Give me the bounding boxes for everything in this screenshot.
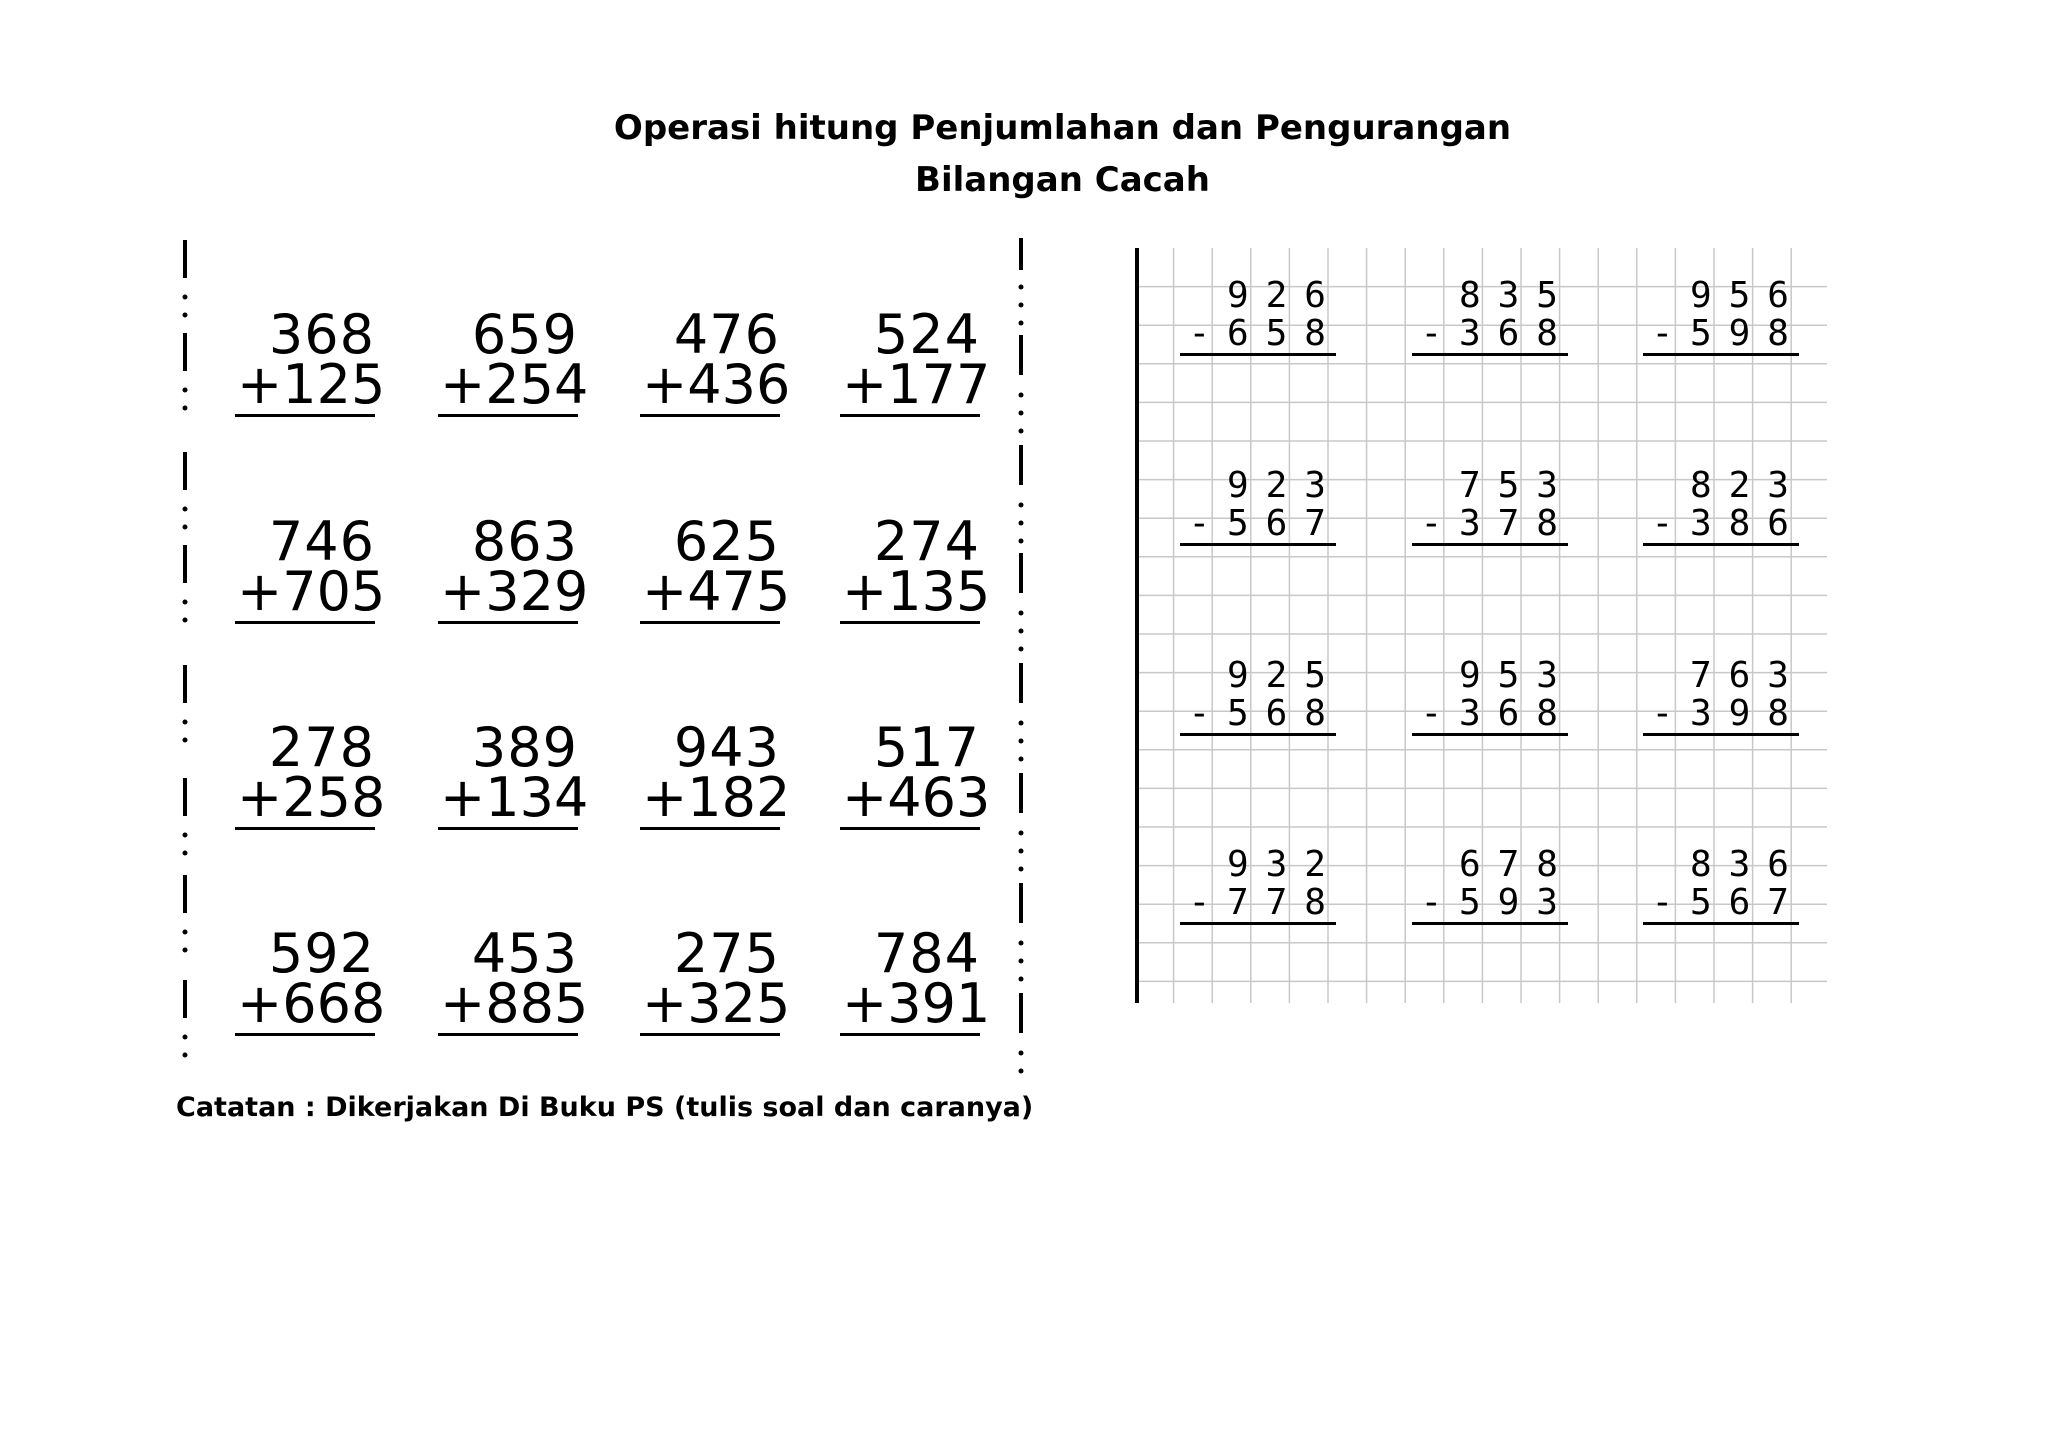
empty-cell <box>1412 657 1451 695</box>
addend-bottom: 135 <box>887 560 991 623</box>
minuend-digit: 9 <box>1690 275 1712 316</box>
subtrahend-digit: 5 <box>1227 693 1249 734</box>
subtrahend-digit: 7 <box>1304 503 1326 544</box>
minus-sign: - <box>1651 503 1674 544</box>
addition-problem <box>235 303 386 417</box>
subtrahend-digit: 7 <box>1265 882 1288 923</box>
right-dashed-border <box>1016 235 1026 1080</box>
addition-problem <box>438 303 589 417</box>
minuend-digit: 9 <box>1227 465 1249 506</box>
minuend-digit: 2 <box>1265 655 1288 696</box>
subtrahend-digit: 8 <box>1304 693 1326 734</box>
empty-cell <box>1643 846 1682 884</box>
addend-top: 524 <box>873 303 980 366</box>
plus-sign: + <box>440 766 486 829</box>
minuend-digit: 6 <box>1304 275 1326 316</box>
minuend-digit: 6 <box>1459 844 1481 885</box>
subtraction-problem <box>1412 277 1568 356</box>
minus-sign: - <box>1420 503 1443 544</box>
minuend-digit: 8 <box>1690 465 1712 506</box>
plus-sign: + <box>642 353 688 416</box>
subtrahend-digit: 6 <box>1497 313 1520 354</box>
subtraction-problem <box>1412 657 1568 736</box>
subtraction-problem <box>1180 467 1336 546</box>
minuend-digit: 2 <box>1265 465 1288 506</box>
plus-sign: + <box>842 972 888 1035</box>
addend-top: 274 <box>873 510 980 573</box>
subtrahend-digit: 3 <box>1459 313 1481 354</box>
minuend-digit: 8 <box>1536 844 1558 885</box>
subtrahend-digit: 6 <box>1497 693 1520 734</box>
addend-top: 278 <box>268 716 375 779</box>
addition-problem <box>840 510 991 624</box>
minuend-digit: 7 <box>1459 465 1481 506</box>
addend-bottom: 325 <box>687 972 791 1035</box>
addend-bottom: 705 <box>282 560 386 623</box>
plus-sign: + <box>237 766 283 829</box>
addend-bottom: 134 <box>485 766 589 829</box>
addend-bottom: 885 <box>485 972 589 1035</box>
addend-bottom: 668 <box>282 972 386 1035</box>
addition-problem <box>235 922 386 1036</box>
minuend-digit: 5 <box>1304 655 1326 696</box>
minus-sign: - <box>1188 882 1211 923</box>
addition-problem <box>438 922 589 1036</box>
subtrahend-digit: 8 <box>1728 503 1751 544</box>
subtrahend-digit: 3 <box>1459 693 1481 734</box>
addition-problem <box>438 716 589 830</box>
subtrahend-digit: 7 <box>1767 882 1789 923</box>
empty-cell <box>1180 657 1219 695</box>
left-dashed-border <box>180 235 190 1080</box>
minuend-digit: 9 <box>1227 275 1249 316</box>
addend-bottom: 125 <box>282 353 386 416</box>
minus-sign: - <box>1420 882 1443 923</box>
minus-sign: - <box>1188 503 1211 544</box>
addend-top: 368 <box>268 303 375 366</box>
grid-margin-line <box>1135 248 1139 1003</box>
subtrahend-digit: 7 <box>1227 882 1249 923</box>
addend-top: 453 <box>471 922 578 985</box>
addition-problem <box>640 716 791 830</box>
addend-top: 389 <box>471 716 578 779</box>
minuend-digit: 3 <box>1767 655 1789 696</box>
empty-cell <box>1643 467 1682 505</box>
empty-cell <box>1643 657 1682 695</box>
addend-bottom: 329 <box>485 560 589 623</box>
minuend-digit: 5 <box>1728 275 1751 316</box>
subtrahend-digit: 8 <box>1536 503 1558 544</box>
subtraction-problem <box>1180 846 1336 925</box>
subtrahend-digit: 5 <box>1690 882 1712 923</box>
empty-cell <box>1412 277 1451 315</box>
addition-problem <box>840 716 991 830</box>
subtrahend-digit: 8 <box>1536 693 1558 734</box>
subtrahend-digit: 8 <box>1767 693 1789 734</box>
minus-sign: - <box>1651 882 1674 923</box>
subtrahend-digit: 8 <box>1304 313 1326 354</box>
plus-sign: + <box>642 766 688 829</box>
minuend-digit: 9 <box>1227 655 1249 696</box>
subtraction-problem <box>1643 657 1799 736</box>
minus-sign: - <box>1420 693 1443 734</box>
worksheet-title: Operasi hitung Penjumlahan dan Pengurangan <box>613 108 1512 148</box>
minuend-digit: 9 <box>1227 844 1249 885</box>
subtrahend-digit: 6 <box>1265 503 1288 544</box>
subtrahend-digit: 8 <box>1767 313 1789 354</box>
subtraction-grid-panel <box>1135 248 1827 1003</box>
minuend-digit: 5 <box>1497 655 1520 696</box>
minuend-digit: 8 <box>1459 275 1481 316</box>
subtrahend-digit: 9 <box>1728 313 1751 354</box>
minuend-digit: 5 <box>1536 275 1558 316</box>
addend-top: 517 <box>873 716 980 779</box>
subtrahend-digit: 8 <box>1536 313 1558 354</box>
subtraction-problem <box>1180 277 1336 356</box>
addend-bottom: 436 <box>687 353 791 416</box>
plus-sign: + <box>440 972 486 1035</box>
plus-sign: + <box>842 766 888 829</box>
minuend-digit: 2 <box>1728 465 1751 506</box>
subtraction-problem <box>1180 657 1336 736</box>
subtraction-problem <box>1643 846 1799 925</box>
empty-cell <box>1180 846 1219 884</box>
subtrahend-digit: 6 <box>1227 313 1249 354</box>
addend-top: 784 <box>873 922 980 985</box>
worksheet-subtitle: Bilangan Cacah <box>915 160 1210 200</box>
minuend-digit: 2 <box>1304 844 1326 885</box>
minus-sign: - <box>1188 313 1211 354</box>
addition-problem <box>438 510 589 624</box>
subtraction-problem <box>1412 846 1568 925</box>
addend-top: 863 <box>471 510 578 573</box>
subtrahend-digit: 3 <box>1690 503 1712 544</box>
addend-bottom: 182 <box>687 766 791 829</box>
addition-problem <box>235 716 386 830</box>
addition-problem <box>640 922 791 1036</box>
minuend-digit: 8 <box>1690 844 1712 885</box>
subtrahend-digit: 6 <box>1767 503 1789 544</box>
addition-problem <box>640 510 791 624</box>
minuend-digit: 3 <box>1265 844 1288 885</box>
minuend-digit: 3 <box>1536 655 1558 696</box>
addend-bottom: 258 <box>282 766 386 829</box>
subtraction-problem <box>1643 467 1799 546</box>
subtrahend-digit: 3 <box>1459 503 1481 544</box>
subtrahend-digit: 6 <box>1265 693 1288 734</box>
minuend-digit: 3 <box>1767 465 1789 506</box>
plus-sign: + <box>642 560 688 623</box>
plus-sign: + <box>440 353 486 416</box>
plus-sign: + <box>842 560 888 623</box>
subtrahend-digit: 3 <box>1690 693 1712 734</box>
subtraction-problem <box>1412 467 1568 546</box>
minuend-digit: 5 <box>1497 465 1520 506</box>
plus-sign: + <box>642 972 688 1035</box>
addition-problem <box>840 922 991 1036</box>
minuend-digit: 9 <box>1459 655 1481 696</box>
minus-sign: - <box>1420 313 1443 354</box>
minuend-digit: 3 <box>1497 275 1520 316</box>
subtrahend-digit: 6 <box>1728 882 1751 923</box>
addend-top: 625 <box>673 510 780 573</box>
addend-top: 592 <box>268 922 375 985</box>
minus-sign: - <box>1188 693 1211 734</box>
minus-sign: - <box>1651 313 1674 354</box>
plus-sign: + <box>237 560 283 623</box>
plus-sign: + <box>440 560 486 623</box>
minuend-digit: 7 <box>1690 655 1712 696</box>
subtrahend-digit: 8 <box>1304 882 1326 923</box>
addition-problem <box>840 303 991 417</box>
minuend-digit: 6 <box>1728 655 1751 696</box>
instruction-note: Catatan : Dikerjakan Di Buku PS (tulis soal dan caranya) <box>176 1092 1034 1123</box>
addend-top: 659 <box>471 303 578 366</box>
subtrahend-digit: 9 <box>1497 882 1520 923</box>
addition-problem <box>640 303 791 417</box>
plus-sign: + <box>237 353 283 416</box>
addend-bottom: 177 <box>887 353 991 416</box>
addend-bottom: 463 <box>887 766 991 829</box>
empty-cell <box>1180 467 1219 505</box>
addend-top: 943 <box>673 716 780 779</box>
addend-top: 275 <box>673 922 780 985</box>
subtrahend-digit: 3 <box>1536 882 1558 923</box>
empty-cell <box>1643 277 1682 315</box>
addend-bottom: 475 <box>687 560 791 623</box>
minuend-digit: 7 <box>1497 844 1520 885</box>
empty-cell <box>1180 277 1219 315</box>
addend-bottom: 254 <box>485 353 589 416</box>
subtrahend-digit: 5 <box>1459 882 1481 923</box>
addition-problem <box>235 510 386 624</box>
addend-top: 476 <box>673 303 780 366</box>
minuend-digit: 6 <box>1767 844 1789 885</box>
minuend-digit: 6 <box>1767 275 1789 316</box>
subtrahend-digit: 5 <box>1690 313 1712 354</box>
minuend-digit: 3 <box>1304 465 1326 506</box>
subtrahend-digit: 9 <box>1728 693 1751 734</box>
subtrahend-digit: 7 <box>1497 503 1520 544</box>
empty-cell <box>1412 467 1451 505</box>
addend-top: 746 <box>268 510 375 573</box>
minus-sign: - <box>1651 693 1674 734</box>
addend-bottom: 391 <box>887 972 991 1035</box>
minuend-digit: 3 <box>1536 465 1558 506</box>
subtrahend-digit: 5 <box>1265 313 1288 354</box>
plus-sign: + <box>237 972 283 1035</box>
addition-panel <box>170 235 1030 1080</box>
empty-cell <box>1412 846 1451 884</box>
minuend-digit: 3 <box>1728 844 1751 885</box>
subtrahend-digit: 5 <box>1227 503 1249 544</box>
plus-sign: + <box>842 353 888 416</box>
minuend-digit: 2 <box>1265 275 1288 316</box>
subtraction-problem <box>1643 277 1799 356</box>
